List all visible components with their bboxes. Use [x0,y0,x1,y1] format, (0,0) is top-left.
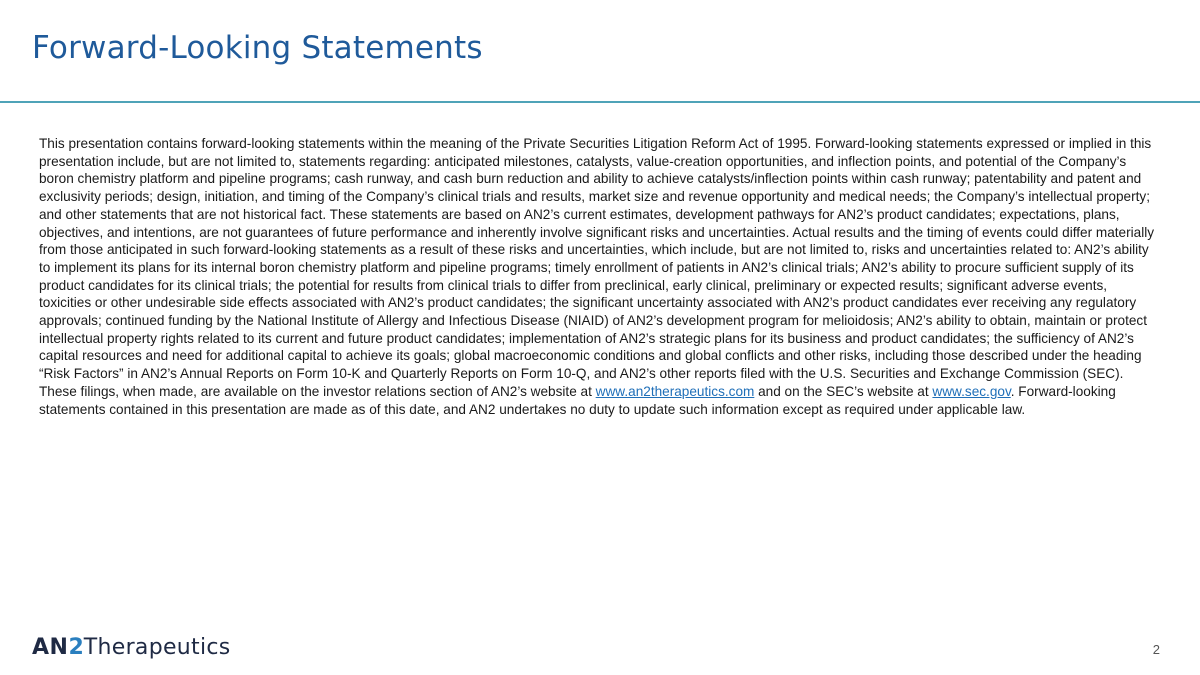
disclaimer-paragraph [39,135,1161,418]
logo-an: AN [32,635,69,660]
page-title: Forward-Looking Statements [32,30,483,66]
logo-therapeutics: Therapeutics [83,635,231,660]
an2-therapeutics-logo [32,633,231,663]
an2therapeutics-website-link[interactable]: www.an2therapeutics.com [595,383,755,399]
disclaimer-text-part-3: . Forward-looking statements contained in this presentation are made as of this date, and AN2 undertakes no duty to update such information except as required under applicable law. [39,383,1116,417]
disclaimer-text-part-2: and on the SEC’s website at [754,383,933,399]
disclaimer-text-part-1: This presentation contains forward-looking statements within the meaning of the Private Securities Litigation Reform Act of 1995. Forward-looking statements expressed or implied in this presentation include, but are not limited to, statements regarding: anticipated milestones, catalysts, value-creation opportunities, and inflection points, and potential of the Company’s boron chemistry platform and pipeline programs; cash runway, and cash burn reduction and ability to achieve catalysts/inflection points within cash runway; patentability and patent and exclusivity periods; design, initiation, and timing of the Company’s clinical trials and results, market size and revenue opportunity and medical needs; the Company’s intellectual property; and other statements that are not historical fact. These statements are based on AN2’s current estimates, development pathways for AN2’s product candidates; expectations, plans, objectives, and intentions, are not guarantees of future performance and inherently involve significant risks and uncertainties. Actual results and the timing of events could differ materially from those anticipated in such forward-looking statements as a result of these risks and uncertainties, which include, but are not limited to, risks and uncertainties related to: AN2’s ability to implement its plans for its internal boron chemistry platform and pipeline programs; timely enrollment of patients in AN2’s clinical trials; AN2’s ability to procure sufficient supply of its product candidates for its clinical trials; the potential for results from clinical trials to differ from preclinical, early clinical, preliminary or expected results; significant adverse events, toxicities or other undesirable side effects associated with AN2’s product candidates; the significant uncertainty associated with AN2’s product candidates ever receiving any regulatory approvals; continued funding by the National Institute of Allergy and Infectious Disease (NIAID) of AN2’s development program for melioidosis; AN2’s ability to obtain, maintain or protect intellectual property rights related to its current and future product candidates; implementation of AN2’s strategic plans for its business and product candidates; the sufficiency of AN2’s capital resources and need for additional capital to achieve its goals; global macroeconomic conditions and global conflicts and other risks, including those described under the heading “Risk Factors” in AN2’s Annual Reports on Form 10-K and Quarterly Reports on Form 10-Q, and AN2’s other reports filed with the U.S. Securities and Exchange Commission (SEC). These filings, when made, are available on the investor relations section of AN2’s website at [39,136,1155,399]
page-number: 2 [1152,642,1160,657]
logo-two: 2 [68,635,84,660]
title-divider [0,101,1200,103]
sec-website-link[interactable]: www.sec.gov [932,383,1011,399]
